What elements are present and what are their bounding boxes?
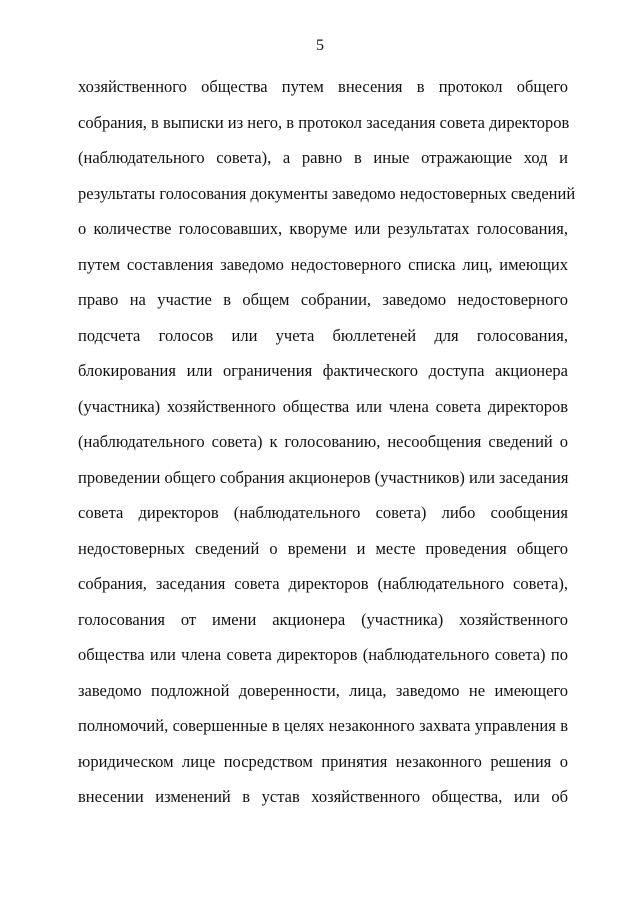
text-line: путем составления заведомо недостоверного списка лиц, имеющих xyxy=(78,254,568,274)
text-line: (наблюдательного совета), а равно в иные отражающие ход и xyxy=(78,148,568,167)
text-line: подсчета голосов или учета бюллетеней для голосования, xyxy=(78,325,568,345)
text-line: собрания, заседания совета директоров (наблюдательного совета), xyxy=(78,574,568,593)
text-line: заведомо подложной доверенности, лица, заведомо не имеющего xyxy=(78,680,568,700)
page-number: 5 xyxy=(316,37,324,54)
text-line: (наблюдательного совета) к голосованию, несообщения сведений о xyxy=(78,432,568,451)
text-line: собрания, в выписки из него, в протокол заседания совета директоров xyxy=(78,112,570,132)
text-line: блокирования или ограничения фактического доступа акционера xyxy=(78,361,568,380)
text-line: хозяйственного общества путем внесения в протокол общего xyxy=(78,77,568,96)
text-line: полномочий, совершенные в целях незаконного захвата управления в xyxy=(78,716,568,735)
body-text xyxy=(78,74,576,820)
text-line: недостоверных сведений о времени и месте проведения общего xyxy=(78,538,568,558)
text-line: (участника) хозяйственного общества или члена совета директоров xyxy=(78,396,568,416)
text-line: проведении общего собрания акционеров (участников) или заседания xyxy=(78,467,569,487)
text-line: результаты голосования документы заведомо недостоверных сведений xyxy=(78,183,576,203)
text-line: о количестве голосовавших, кворуме или результатах голосования, xyxy=(78,219,568,238)
text-line: голосования от имени акционера (участника) хозяйственного xyxy=(78,609,568,629)
text-line: совета директоров (наблюдательного совета) либо сообщения xyxy=(78,503,568,522)
text-line: юридическом лице посредством принятия незаконного решения о xyxy=(78,751,568,771)
text-line: право на участие в общем собрании, заведомо недостоверного xyxy=(78,290,568,309)
text-line: общества или члена совета директоров (наблюдательного совета) по xyxy=(78,645,568,664)
text-line: внесении изменений в устав хозяйственного общества, или об xyxy=(78,787,568,806)
